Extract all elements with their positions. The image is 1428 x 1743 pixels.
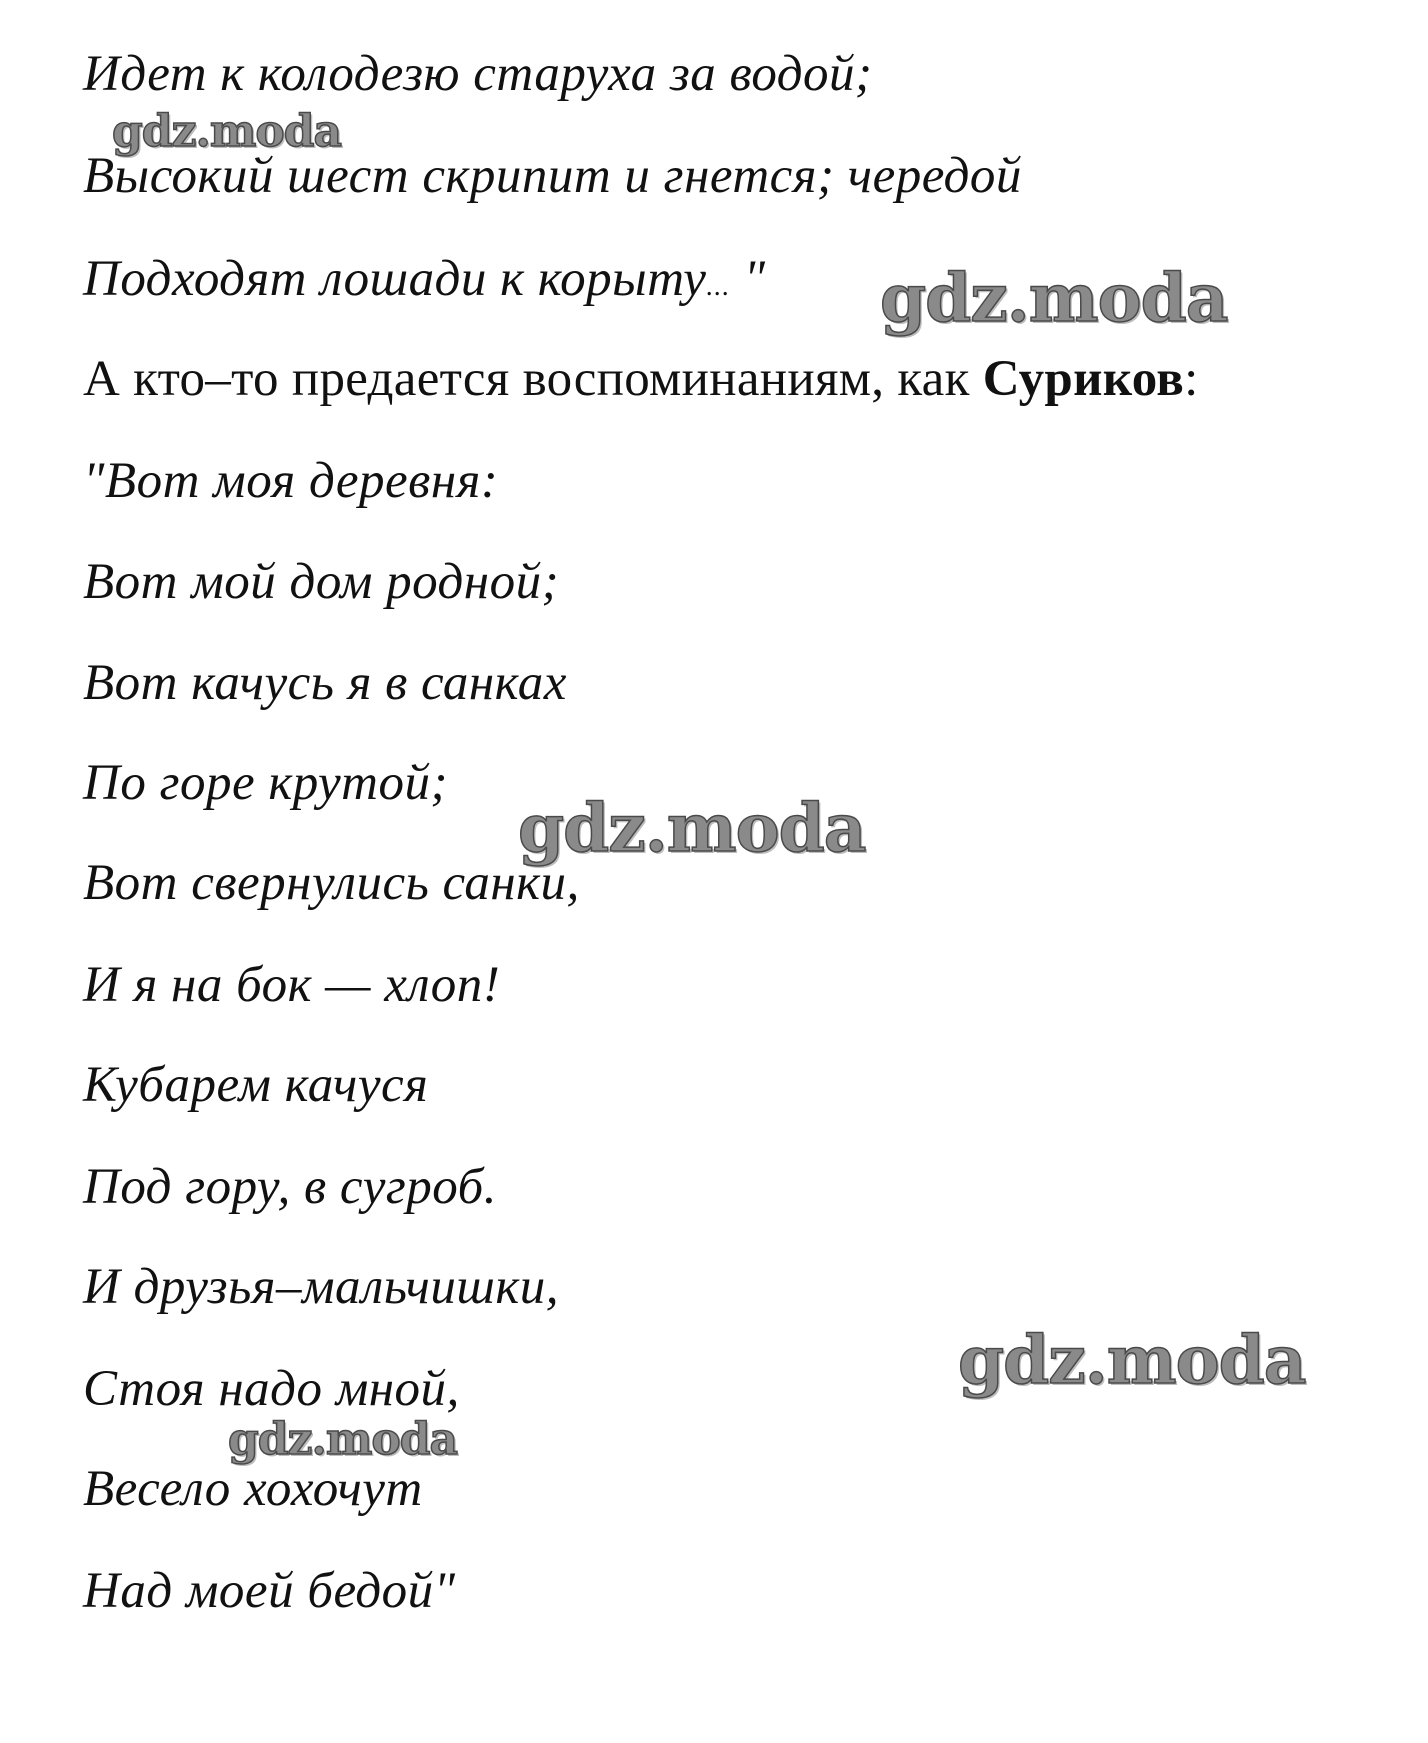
verse-line-8: Под гору, в сугроб. [83,1159,497,1215]
watermark-logo: gdz.moda [228,1414,458,1465]
watermark-logo: gdz.moda [112,106,342,157]
verse-line-7: Кубарем качуся [83,1057,429,1113]
prose-author: Суриков [982,351,1185,407]
verse-line-3: Вот качусь я в санках [83,655,567,711]
verse-line-12: Над моей бедой" [83,1563,456,1619]
verse-line-4: По горе крутой; [83,755,448,811]
poem-line-1: Идет к колодезю старуха за водой; [83,46,873,102]
poem-line-3-ellipsis: ... [706,271,731,302]
watermark-logo: gdz.moda [880,259,1228,337]
poem-line-2: Высокий шест скрипит и гнется; чередой [83,148,1022,204]
verse-line-9: И друзья–мальчишки, [83,1259,559,1315]
prose-text-after: : [1184,351,1199,407]
watermark-logo: gdz.moda [958,1321,1306,1399]
prose-paragraph [83,349,1199,409]
watermark-logo: gdz.moda [518,789,866,867]
verse-line-1: "Вот моя деревня: [83,453,499,509]
verse-line-11: Весело хохочут [83,1461,423,1517]
verse-line-2: Вот мой дом родной; [83,554,560,610]
poem-line-3 [83,249,766,317]
poem-line-3-quote: " [730,251,766,307]
verse-line-6: И я на бок — хлоп! [83,957,501,1013]
poem-line-3-text: Подходят лошади к корыту [83,251,707,307]
prose-text-before: А кто–то предается воспоминаниям, как [83,351,983,407]
verse-line-10: Стоя надо мной, [83,1361,460,1417]
verse-line-5: Вот свернулись санки, [83,855,580,911]
